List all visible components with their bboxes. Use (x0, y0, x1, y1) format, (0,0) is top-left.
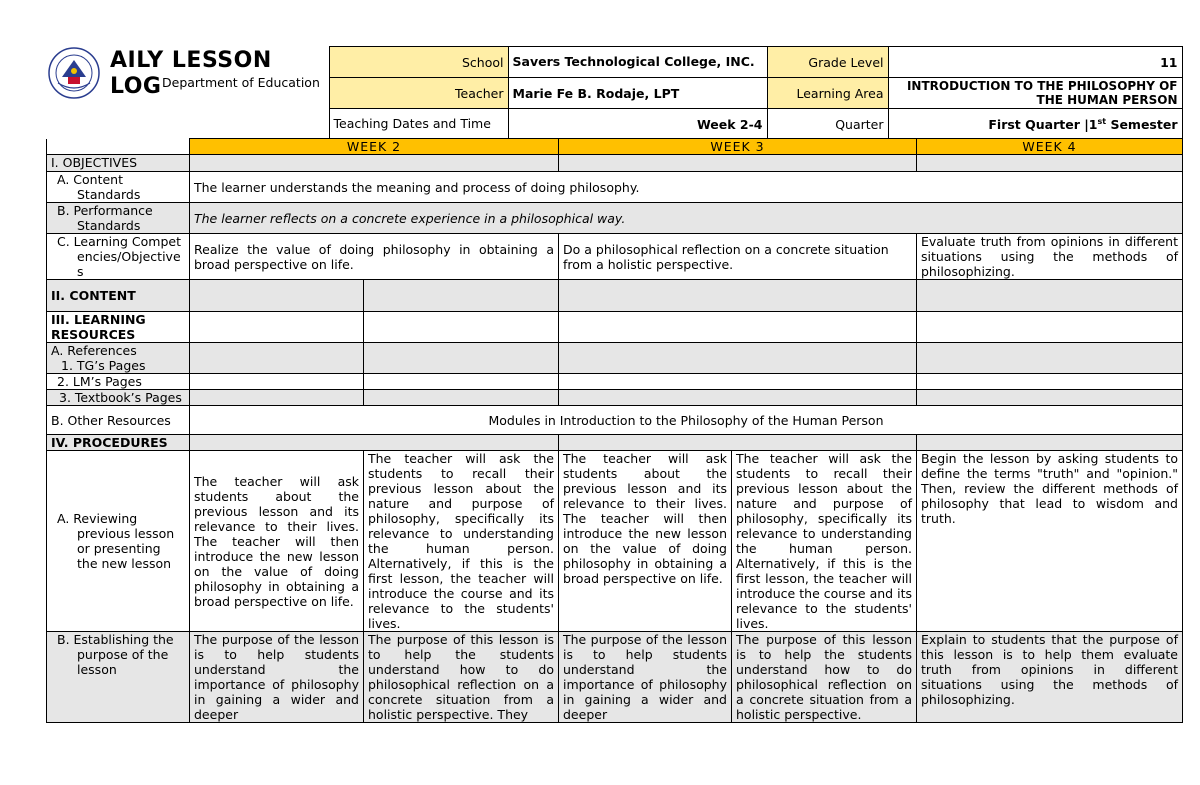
tg-cell-3 (559, 343, 917, 374)
purpose-week3-b: The purpose of this lesson is to help the students understand how to do philosophical reflection on a concrete situation from a holistic perspective. (732, 632, 917, 723)
competencies-week4: Evaluate truth from opinions in different situations using the methods of philosophizing. (917, 234, 1183, 280)
textbook-cell-4 (917, 390, 1183, 406)
purpose-week3-a: The purpose of the lesson is to help students understand the importance of philosophy in gaining a wider and deeper (559, 632, 732, 723)
references-label: A. References 1. TG’s Pages (47, 343, 190, 374)
learning-area-label: Learning Area (767, 78, 888, 109)
grade-level-label: Grade Level (767, 47, 888, 78)
logo-area (46, 47, 329, 140)
tg-cell-2 (364, 343, 559, 374)
grade-level-value: 11 (888, 47, 1182, 78)
week-header-blank (47, 139, 190, 155)
school-label: School (329, 47, 508, 78)
content-cell-2 (364, 280, 559, 312)
textbook-cell-1 (190, 390, 364, 406)
textbook-cell-3 (559, 390, 917, 406)
lm-cell-1 (190, 374, 364, 390)
textbook-pages-label: 3. Textbook’s Pages (47, 390, 190, 406)
procedures-heading: IV. PROCEDURES (47, 435, 190, 451)
quarter-label: Quarter (767, 109, 888, 140)
competencies-week3: Do a philosophical reflection on a concrete situation from a holistic perspective. (559, 234, 917, 280)
lm-cell-3 (559, 374, 917, 390)
purpose-week2-b: The purpose of this lesson is to help the students understand how to do philosophical reflection on a concrete situation from a holistic perspective. They (364, 632, 559, 723)
teaching-dates-value: Week 2-4 (508, 109, 767, 140)
procedures-week3 (559, 435, 917, 451)
resources-cell-1 (190, 312, 364, 343)
purpose-week2-a: The purpose of the lesson is to help students understand the importance of philosophy in gaining a wider and deeper (190, 632, 364, 723)
content-cell-3 (559, 280, 917, 312)
competencies-week2: Realize the value of doing philosophy in obtaining a broad perspective on life. (190, 234, 559, 280)
procedures-week2 (190, 435, 559, 451)
reviewing-week3-b: The teacher will ask the students to recall their previous lesson about the nature and purpose of philosophy, specifically its relevance to understanding the human person. Alternatively, if this is the first lesson, the teacher will introduce the course and its relevance to the students' lives. (732, 451, 917, 632)
teacher-value: Marie Fe B. Rodaje, LPT (508, 78, 767, 109)
resources-cell-3 (559, 312, 917, 343)
school-value: Savers Technological College, INC. (508, 47, 767, 78)
tg-cell-4 (917, 343, 1183, 374)
deped-seal-icon (48, 47, 100, 99)
tg-cell-1 (190, 343, 364, 374)
other-resources-text: Modules in Introduction to the Philosophy of the Human Person (190, 406, 1183, 435)
establishing-purpose-label: B. Establishing the purpose of the lesson (47, 632, 190, 723)
objectives-week3 (559, 155, 917, 172)
reviewing-week3-a: The teacher will ask students about the previous lesson and its relevance to their lives. The teacher will then introduce the new lesson on the value of doing philosophy in obtaining a broad perspective on life. (559, 451, 732, 632)
content-standards-text: The learner understands the meaning and process of doing philosophy. (190, 172, 1183, 203)
content-heading: II. CONTENT (47, 280, 190, 312)
resources-cell-2 (364, 312, 559, 343)
reviewing-lesson-label: A. Reviewing previous lesson or presenting the new lesson (47, 451, 190, 632)
lm-pages-label: 2. LM’s Pages (47, 374, 190, 390)
objectives-week4 (917, 155, 1183, 172)
header-table (46, 46, 1183, 140)
reviewing-week4: Begin the lesson by asking students to define the terms "truth" and "opinion." Then, review the different methods of philosophy that lead to wisdom and truth. (917, 451, 1183, 632)
performance-standards-label: B. Performance Standards (47, 203, 190, 234)
teaching-dates-label: Teaching Dates and Time (329, 109, 508, 140)
week-2-header: WEEK 2 (190, 139, 559, 155)
lesson-log-table (46, 138, 1183, 723)
log-title: AILY LESSON LOG (110, 47, 272, 99)
department-name: Department of Education (162, 74, 320, 90)
learning-resources-heading: III. LEARNING RESOURCES (47, 312, 190, 343)
procedures-week4 (917, 435, 1183, 451)
lm-cell-2 (364, 374, 559, 390)
objectives-heading: I. OBJECTIVES (47, 155, 190, 172)
resources-cell-4 (917, 312, 1183, 343)
week-3-header: WEEK 3 (559, 139, 917, 155)
textbook-cell-2 (364, 390, 559, 406)
week-4-header: WEEK 4 (917, 139, 1183, 155)
reviewing-week2-b: The teacher will ask the students to recall their previous lesson about the nature and purpose of philosophy, specifically its relevance to understanding the human person. Alternatively, if this is the first lesson, the teacher will introduce the course and its relevance to the students' lives. (364, 451, 559, 632)
purpose-week4: Explain to students that the purpose of this lesson is to help them evaluate truth from opinions in different situations using the methods of philosophizing. (917, 632, 1183, 723)
teacher-label: Teacher (329, 78, 508, 109)
content-cell-1 (190, 280, 364, 312)
performance-standards-text: The learner reflects on a concrete experience in a philosophical way. (190, 203, 1183, 234)
objectives-week2 (190, 155, 559, 172)
quarter-value: First Quarter |1st Semester (888, 109, 1182, 140)
reviewing-week2-a: The teacher will ask students about the previous lesson and its relevance to their lives. The teacher will then introduce the new lesson on the value of doing philosophy in obtaining a broad perspective on life. (190, 451, 364, 632)
other-resources-label: B. Other Resources (47, 406, 190, 435)
content-standards-label: A. Content Standards (47, 172, 190, 203)
lm-cell-4 (917, 374, 1183, 390)
content-cell-4 (917, 280, 1183, 312)
learning-area-value: INTRODUCTION TO THE PHILOSOPHY OF THE HUMAN PERSON (888, 78, 1182, 109)
competencies-label: C. Learning Competencies/Objectives (47, 234, 190, 280)
